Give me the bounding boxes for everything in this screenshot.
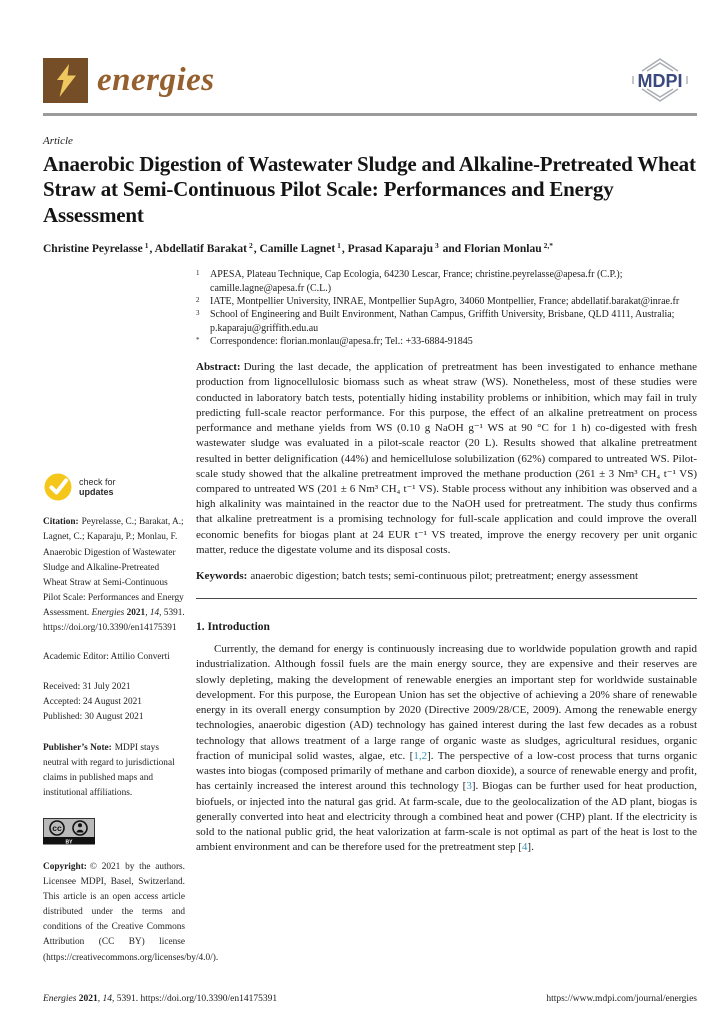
affiliation-marker: 3	[196, 309, 200, 318]
dates-block	[43, 680, 185, 725]
Christine Peyrelasse: 1	[144, 240, 149, 250]
affiliation	[196, 335, 697, 348]
cc-by-icon	[43, 818, 95, 845]
header-divider	[43, 113, 697, 116]
check-updates-text	[79, 477, 116, 498]
Prasad Kaparaju: Prasad Kaparaju	[347, 243, 433, 256]
page-title: Anaerobic Digestion of Wastewater Sludge and Alkaline-Pretreated Wheat Straw at Semi-Continuous Pilot Scale: Performances and Energy Assessment	[43, 151, 696, 227]
Prasad Kaparaju: and	[439, 243, 465, 256]
affiliation	[196, 308, 697, 335]
text-segment: ,	[145, 608, 150, 619]
citation-ref[interactable]: 1,2	[413, 749, 428, 762]
abstract-label: Abstract:	[196, 361, 241, 374]
Camille Lagnet: Camille Lagnet	[259, 243, 336, 256]
text-segment: ]. The perspective of a low-cost process that turns organic wastes into biogas (composed primarily of methane and carbon dioxide), a source of renewable energy and profit, has certainly increased the interest around this technology [	[196, 749, 697, 793]
author	[347, 240, 465, 256]
Abdellatif Barakat: Abdellatif Barakat	[154, 243, 247, 256]
text-segment: , 5391.	[159, 608, 185, 619]
main-column	[196, 268, 697, 965]
text-segment: ,	[97, 994, 103, 1004]
affiliation-text: APESA, Plateau Technique, Cap Ecologia, 64230 Lescar, France; christine.peyrelasse@apesa.fr (C.P.); camille.lagne@apesa.fr (C.L.)	[210, 269, 623, 294]
date-line: Received: 31 July 2021	[43, 681, 131, 692]
text-segment: Currently, the demand for energy is continuously increasing due to worldwide population growth and rapid industrialization. Although fossil fuels are the main energy source, they are expensive and their reserves are slowly depleting, making the development of renewable energies an important step for worldwide sustainable development. For this purpose, the European Union has set the objective of achieving a 20% share of renewable energy in its overall energy consumption by 2020 (Directive 2009/28/CE, 2009). Among the renewable energy technologies, anaerobic digestion (AD) technology has gained interest during the last few decades as a robust technology that allows treatment of a large range of organic waste as sludges, agricultural residues, organic fraction of municipal solid wastes, algae, etc. [	[196, 643, 697, 762]
introduction-paragraph	[196, 642, 697, 855]
journal-name: energies	[97, 62, 215, 98]
text-segment: ).	[212, 952, 219, 963]
mdpi-logo	[623, 57, 697, 108]
Florian Monlau: Florian Monlau	[464, 243, 542, 256]
date-line: Published: 30 August 2021	[43, 711, 144, 722]
check-updates-line1: check for	[79, 476, 116, 487]
Prasad Kaparaju: 3	[434, 240, 439, 250]
Camille Lagnet: 1	[337, 240, 341, 250]
footer-journal-url[interactable]: https://www.mdpi.com/journal/energies	[546, 994, 697, 1004]
text-segment: 2021	[126, 608, 146, 619]
affiliation-marker: *	[196, 335, 200, 344]
text-segment: 14	[149, 608, 160, 619]
text-segment: © 2021 by the authors. Licensee MDPI, Basel, Switzerland. This article is an open access article distributed under the terms and conditions of the Creative Commons Attribution (CC BY) license (	[43, 861, 185, 963]
affiliation-text: IATE, Montpellier University, INRAE, Montpellier SupAgro, 34060 Montpellier, France; abdellatif.barakat@inrae.fr	[210, 295, 680, 307]
citation-block	[43, 515, 185, 636]
section-divider	[196, 598, 697, 599]
author	[154, 240, 260, 256]
author	[259, 240, 348, 256]
lightning-bolt-icon	[55, 64, 77, 97]
cc-license-link[interactable]: https://creativecommons.org/licenses/by/4.0/	[46, 952, 213, 963]
academic-editor: Academic Editor: Attilio Converti	[43, 652, 170, 663]
page-header	[43, 0, 697, 108]
Christine Peyrelasse: Christine Peyrelasse	[43, 243, 143, 256]
text-segment: 14	[102, 994, 113, 1004]
affiliation	[196, 295, 697, 308]
abstract-text: During the last decade, the application of pretreatment has been investigated to enhance methane production from lignocellulosic biomass such as wheat straw (WS). Nonetheless, most of these studies were conducted in laboratory batch tests, potentially hiding instability problems or inhibition, which may fail in truly predicting full-scale reactor performance. For this purpose, the effect of an alkaline pretreatment on process performance and methane yields from WS (0.10 g NaOH g⁻¹ WS at 90 °C for 1 h) co-digested with fresh wastewater sludge was evaluated in a pilot-scale reactor (20 L). Results showed that alkaline pretreatment resulted in better delignification (44%) and hemicellulose solubilization (62%) compared to untreated WS. Pilot-scale study showed that the alkaline pretreatment improved the methane production (261 ± 3 Nm³ CH₄ t⁻¹ VS) compared to untreated WS (201 ± 6 Nm³ CH₄ t⁻¹ VS). Stable process without any inhibition was observed and a high alkalinity was maintained in the reactor due to the NaOH used for pretreatment. The study thus confirms that alkaline pretreatment is a promising technology for full-scale application and could improve the overall economic benefits for biogas plant at 24 EUR t⁻¹ VS treated, improve the energy recovery per unit organic matter, reduce the digestate volume and its disposal costs.	[196, 361, 697, 556]
affiliation	[196, 268, 697, 295]
text-segment: 2021	[78, 994, 98, 1004]
author	[464, 240, 554, 256]
doi-link[interactable]: https://doi.org/10.3390/en14175391	[43, 623, 177, 634]
affiliation-text: School of Engineering and Built Environment, Nathan Campus, Griffith University, Brisbane, QLD 4111, Australia; p.kaparaju@griffith.edu.au	[210, 309, 675, 334]
copyright-label: Copyright:	[43, 861, 87, 872]
authors-line	[43, 240, 697, 256]
text-segment: Peyrelasse, C.; Barakat, A.; Lagnet, C.; Kaparaju, P.; Monlau, F. Anaerobic Digestion of Wastewater Sludge and Alkaline-Pretreated Wheat Straw at Semi-Continuous Pilot Scale: Performances and Energy Assessment.	[43, 517, 184, 619]
affiliation-marker: 1	[196, 269, 200, 278]
text-segment: ]. Biogas can be further used for heat production, biofuels, or injected into the natural gas grid. At farm-scale, due to the geolocalization of the AD plant, biogas is generally converted into heat and electricity through a combined heat and power (CHP) plant. If the electricity is sold to the national public grid, the heat valorization at farm-scale is not optimal as part of the heat is lost to the ambient environment and can be therefore used for the pretreatment step [	[196, 780, 698, 854]
mdpi-hexagon-icon	[623, 57, 697, 103]
check-circle-icon	[43, 472, 73, 502]
publishers-note-text: MDPI stays neutral with regard to jurisdictional claims in published maps and institutional affiliations.	[43, 743, 175, 799]
text-segment: Energies	[91, 608, 125, 619]
svg-text:BY: BY	[65, 839, 73, 845]
keywords-text: anaerobic digestion; batch tests; semi-continuous pilot; pretreatment; energy assessment	[250, 570, 639, 583]
energies-logo-box	[43, 58, 88, 103]
content-columns	[43, 268, 697, 965]
text-segment: , 5391.	[112, 994, 141, 1004]
page-footer	[43, 994, 697, 1004]
abstract	[196, 360, 697, 558]
affiliation-marker: 2	[196, 295, 200, 304]
energies-logo	[43, 58, 215, 103]
citation-text	[43, 517, 185, 633]
citation-ref[interactable]: 3	[466, 780, 472, 793]
copyright-text	[43, 862, 218, 963]
author	[43, 240, 155, 256]
Abdellatif Barakat: ,	[253, 243, 260, 256]
affiliations	[196, 268, 697, 348]
text-segment: ].	[527, 841, 534, 854]
keywords-label: Keywords:	[196, 570, 248, 583]
check-for-updates-badge[interactable]	[43, 472, 185, 502]
Florian Monlau: 2,*	[543, 240, 554, 250]
copyright-block	[43, 860, 219, 966]
introduction-heading: 1. Introduction	[196, 621, 270, 634]
check-updates-line2: updates	[79, 487, 114, 498]
cc-by-license-badge[interactable]	[43, 818, 95, 851]
publishers-note-label: Publisher’s Note:	[43, 743, 112, 754]
affiliation-text: Correspondence: florian.monlau@apesa.fr; Tel.: +33-6884-91845	[210, 335, 473, 347]
citation-ref[interactable]: 4	[521, 841, 528, 854]
citation-label: Citation:	[43, 517, 79, 528]
date-line: Accepted: 24 August 2021	[43, 696, 142, 707]
keywords	[196, 570, 697, 582]
article-type-label: Article	[43, 134, 73, 147]
Camille Lagnet: ,	[341, 243, 348, 256]
footer-citation	[43, 994, 277, 1004]
text-segment: Energies	[43, 994, 77, 1004]
Abdellatif Barakat: 2	[248, 240, 253, 250]
Christine Peyrelasse: ,	[149, 243, 155, 256]
svg-text:cc: cc	[52, 822, 62, 833]
mdpi-logo-text: MDPI	[637, 71, 683, 91]
publishers-note	[43, 741, 185, 802]
footer-doi-link[interactable]: https://doi.org/10.3390/en14175391	[140, 994, 278, 1004]
